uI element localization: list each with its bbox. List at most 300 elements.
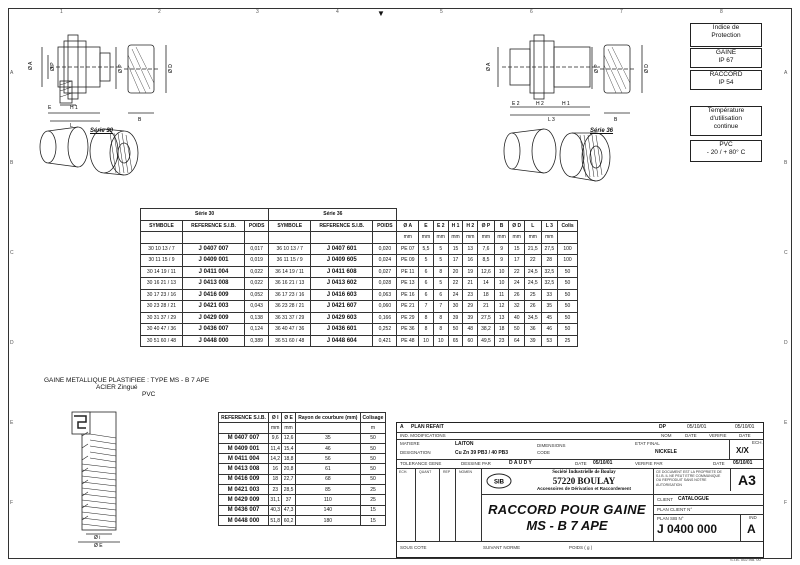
dim-label: L 3 [548, 117, 555, 123]
unit-cell: mm [282, 423, 295, 433]
matiere-value: LAITON [455, 441, 474, 447]
nomen-col: REP [443, 470, 451, 474]
table-cell: M 0429 009 [219, 495, 269, 505]
table-cell: 5,5 [419, 243, 434, 255]
info-box-raccord [690, 70, 762, 90]
table-cell: 28,5 [282, 485, 295, 495]
dim-label: Ø P [594, 64, 600, 73]
table-cell: 40,3 [269, 505, 282, 515]
table-cell: 22 [509, 266, 524, 278]
table-cell: J 0411 608 [311, 266, 373, 278]
plan-client-label: PLAN CLIENT N° [657, 507, 693, 512]
info-line: continue [713, 123, 739, 130]
table-cell: 19 [463, 266, 478, 278]
table-cell: 10 [419, 335, 434, 347]
confidential-note: CE DOCUMENT EST LA PROPRIETE DE S.I.B. IL NE PEUT ETRE COMMUNIQUE OU REPRODUIT SANS NOTRE AUTORISATION [656, 470, 722, 487]
table-cell: J 0436 007 [182, 324, 244, 336]
dessine-label: DESSINE PAR [461, 461, 491, 466]
table-cell: 0,022 [245, 266, 269, 278]
table-cell: 8 [433, 266, 448, 278]
table-cell: 0,252 [373, 324, 397, 336]
title-line2: MS - B 7 APE [526, 518, 608, 533]
table-cell: 35 [295, 433, 360, 443]
table-cell: PE 11 [397, 266, 419, 278]
grid-tick: 7 [620, 9, 623, 15]
table-cell: 24 [509, 278, 524, 290]
table-cell: 25 [360, 485, 385, 495]
unit-cell [373, 232, 397, 244]
table-cell: 9 [494, 243, 509, 255]
grid-tick: 3 [256, 9, 259, 15]
table-cell: 36 11 15 / 9 [269, 255, 311, 267]
table-cell: 32,5 [541, 278, 558, 290]
column-header: H 2 [463, 220, 478, 232]
unit-cell: mm [269, 423, 282, 433]
table-cell: 50 [509, 324, 524, 336]
table-cell: 5 [419, 255, 434, 267]
column-header: L [524, 220, 541, 232]
table-cell: 0,138 [245, 312, 269, 324]
grid-tick: C [10, 250, 14, 256]
table-cell: 18,8 [282, 454, 295, 464]
table-cell: 51,8 [269, 515, 282, 525]
table-cell: 30 17 23 / 16 [141, 289, 183, 301]
plan-number: J 0400 000 [657, 522, 718, 536]
table-row [141, 243, 578, 255]
table-cell: 21,5 [524, 243, 541, 255]
table-cell: 30 31 37 / 29 [141, 312, 183, 324]
table-cell: 46 [295, 443, 360, 453]
table-row [219, 433, 386, 443]
unit-cell [141, 232, 183, 244]
ind-label: IND [749, 515, 757, 520]
designation-label: DESIGNATION [400, 450, 431, 455]
table-cell: PE 21 [397, 301, 419, 313]
date-dessin-value: 05/10/01 [593, 460, 613, 466]
table-cell: 50 [360, 464, 385, 474]
dim-label: H 1 [562, 101, 570, 107]
unit-cell: mm [524, 232, 541, 244]
column-header: L 3 [541, 220, 558, 232]
unit-cell: mm [494, 232, 509, 244]
dim-label: Ø A [28, 61, 34, 70]
table-cell: 0,043 [245, 301, 269, 313]
column-header: Ø A [397, 220, 419, 232]
sib-logo-icon [485, 472, 513, 490]
column-header: REFERENCE S.I.B. [219, 413, 269, 423]
table-cell: 10 [433, 335, 448, 347]
column-header: Colisage [360, 413, 385, 423]
table-cell: 100 [558, 243, 578, 255]
grid-tick: C [784, 250, 788, 256]
table-cell: 8 [419, 324, 434, 336]
table-cell: 50 [558, 278, 578, 290]
client-label: CLIENT [657, 497, 674, 502]
dim-label: Ø P [118, 64, 124, 73]
group-header: Série 30 [141, 209, 269, 221]
table-cell: 32,5 [541, 266, 558, 278]
table-cell: J 0413 008 [182, 278, 244, 290]
table-cell: 85 [295, 485, 360, 495]
gaine-line: GAINE METALLIQUE PLASTIFIEE : TYPE MS - B 7 APE [44, 377, 210, 384]
table-cell: J 0421 607 [311, 301, 373, 313]
sous-cote-label: SOUS COTE [400, 545, 427, 550]
table-cell: J 0416 603 [311, 289, 373, 301]
title-block [396, 422, 764, 558]
info-line: PVC [719, 141, 733, 148]
table-cell: 0,027 [373, 266, 397, 278]
table-cell: 30 11 15 / 9 [141, 255, 183, 267]
unit-cell [219, 423, 269, 433]
echelle-value: X/X [736, 446, 749, 455]
table-row [219, 515, 386, 525]
table-cell: PE 07 [397, 243, 419, 255]
table-row [141, 324, 578, 336]
company-line3: Accessoires de Dérivation et Raccordement [536, 486, 632, 491]
grid-tick: D [784, 340, 788, 346]
table-cell: 12,6 [282, 433, 295, 443]
table-cell: 23 [494, 335, 509, 347]
table-cell: 12 [494, 301, 509, 313]
unit-cell [311, 232, 373, 244]
table-cell: 24 [448, 289, 463, 301]
footer-ref: S.I.B. 002 ind. 00 [730, 557, 761, 562]
table-cell: 16 [463, 255, 478, 267]
table-cell: 12,6 [478, 266, 495, 278]
table-cell: 36 14 19 / 11 [269, 266, 311, 278]
table-cell: 50 [360, 454, 385, 464]
grid-tick: 2 [158, 9, 161, 15]
table-cell: J 0407 007 [182, 243, 244, 255]
gaine-drawing [68, 408, 130, 548]
table-cell: 39 [463, 312, 478, 324]
table-cell: 0,017 [245, 243, 269, 255]
table-cell: 18 [478, 289, 495, 301]
client-value: CATALOGUE [678, 496, 709, 502]
table-row [141, 266, 578, 278]
info-line: Protection [711, 32, 741, 39]
info-line: IP 67 [718, 57, 734, 64]
table-cell: 30 14 19 / 11 [141, 266, 183, 278]
column-header: E 2 [433, 220, 448, 232]
table-row [219, 474, 386, 484]
table-cell: 36 40 47 / 36 [269, 324, 311, 336]
dim-label: B [614, 117, 618, 123]
table-cell: 11 [494, 289, 509, 301]
table-cell: 6 [419, 266, 434, 278]
column-header: REFERENCE S.I.B. [182, 220, 244, 232]
echelle-label: ECH. [752, 440, 763, 445]
column-header: H 1 [448, 220, 463, 232]
table-cell: 29 [463, 301, 478, 313]
unit-cell: mm [419, 232, 434, 244]
table-cell: 0,024 [373, 255, 397, 267]
table-cell: 21 [478, 301, 495, 313]
header-row [219, 413, 386, 423]
verifie-par-label: VERIFIE PAR [635, 461, 663, 466]
table-cell: 110 [295, 495, 360, 505]
table-cell: 28 [541, 255, 558, 267]
table-cell: 35 [541, 301, 558, 313]
column-header: SYMBOLE [141, 220, 183, 232]
unit-cell: m [360, 423, 385, 433]
unit-cell [245, 232, 269, 244]
table-cell: 50 [360, 443, 385, 453]
date-dessin-label: DATE [575, 461, 587, 466]
table-cell: 40 [509, 312, 524, 324]
table-cell: J 0429 603 [311, 312, 373, 324]
unit-cell: mm [397, 232, 419, 244]
table-cell: 5 [433, 255, 448, 267]
table-cell: 25 [524, 289, 541, 301]
table-cell: J 0429 009 [182, 312, 244, 324]
grid-tick: 6 [530, 9, 533, 15]
table-row [219, 464, 386, 474]
material-row [397, 439, 763, 460]
unit-cell: mm [433, 232, 448, 244]
tolerance-label: TOLERANCE GENE [400, 461, 442, 466]
table-cell: 11,4 [269, 443, 282, 453]
table-cell: M 0421 003 [219, 485, 269, 495]
table-cell: 22 [524, 255, 541, 267]
info-line: - 20 / + 80° C [706, 149, 746, 156]
table-cell: 31,1 [269, 495, 282, 505]
table-cell: 0,166 [373, 312, 397, 324]
grid-tick: E [10, 420, 14, 426]
column-header: REFERENCE S.I.B. [311, 220, 373, 232]
format-value: A3 [730, 469, 763, 491]
table-cell: 0,063 [373, 289, 397, 301]
unit-cell: mm [448, 232, 463, 244]
grid-tick: F [10, 500, 14, 506]
table-row [219, 443, 386, 453]
table-cell: J 0436 601 [311, 324, 373, 336]
dim-label: H 1 [70, 105, 78, 111]
gaine-line: PVC [142, 391, 156, 398]
table-cell: 13 [463, 243, 478, 255]
logo-text: SIB [493, 479, 505, 486]
info-box-protection [690, 23, 762, 47]
units-row [141, 232, 578, 244]
table-cell: 45 [541, 312, 558, 324]
column-header: Ø P [478, 220, 495, 232]
table-cell: 22,7 [282, 474, 295, 484]
table-cell: 15 [509, 243, 524, 255]
table-cell: M 0436 007 [219, 505, 269, 515]
column-header: Rayon de courbure (mm) [295, 413, 360, 423]
table-cell: 48 [463, 324, 478, 336]
dim-label: B [138, 117, 142, 123]
table-cell: J 0416 009 [182, 289, 244, 301]
table-cell: 32 [509, 301, 524, 313]
rev-date2: 05/10/01 [735, 424, 755, 430]
grid-tick: E [784, 420, 788, 426]
nomen-col: NOMEN [459, 470, 473, 474]
table-row [141, 278, 578, 290]
series-30-caption: Série 30 [90, 128, 114, 134]
orientation-arrow-icon: ▼ [377, 9, 385, 18]
table-cell: 27,5 [541, 243, 558, 255]
series-36-drawing [480, 25, 670, 200]
format-block [653, 468, 764, 495]
etat-value: NICKELE [655, 449, 677, 455]
rev-text: PLAN REFAIT [411, 424, 444, 430]
table-cell: 15 [448, 243, 463, 255]
ind-cell [740, 514, 765, 541]
nomen-col: QUANT [419, 470, 432, 474]
table-cell: 36 16 21 / 13 [269, 278, 311, 290]
verifie-label: VERIFIE [709, 433, 727, 438]
table-cell: 15,4 [282, 443, 295, 453]
table-cell: 30 40 47 / 36 [141, 324, 183, 336]
grid-tick: 8 [720, 9, 723, 15]
client-block [653, 494, 764, 541]
info-box-temperature [690, 106, 762, 136]
etat-label: ETAT FINAL [635, 441, 660, 446]
table-cell: 50 [558, 312, 578, 324]
dim-label: Ø P [50, 62, 56, 71]
table-cell: 34,5 [524, 312, 541, 324]
column-header: Colis [558, 220, 578, 232]
table-cell: 0,052 [245, 289, 269, 301]
dim-label: Ø E [94, 543, 103, 548]
code-label: CODE [537, 450, 551, 455]
table-cell: 0,028 [373, 278, 397, 290]
table-cell: 30 10 13 / 7 [141, 243, 183, 255]
info-line: d'utilisation [710, 115, 742, 122]
table-cell: 5 [433, 243, 448, 255]
unit-cell [295, 423, 360, 433]
column-header: Ø I [269, 413, 282, 423]
gaine-description [44, 377, 209, 398]
table-cell: 49,5 [478, 335, 495, 347]
table-cell: 9,6 [269, 433, 282, 443]
nomenclature-area [397, 468, 482, 541]
scale-cell [729, 439, 764, 459]
table-cell: J 0407 601 [311, 243, 373, 255]
column-header: SYMBOLE [269, 220, 311, 232]
info-box-gaine [690, 48, 762, 68]
table-cell: 60,2 [282, 515, 295, 525]
matiere-label: MATIERE [400, 441, 420, 446]
table-cell: 24,5 [524, 266, 541, 278]
title-line1: RACCORD POUR GAINE [488, 502, 646, 517]
info-line: Indice de [712, 24, 740, 31]
info-line: GAINE [715, 49, 737, 56]
table-cell: 64 [509, 335, 524, 347]
table-row [219, 454, 386, 464]
table-cell: 17 [448, 255, 463, 267]
table-cell: 6 [419, 289, 434, 301]
column-header: Ø E [282, 413, 295, 423]
info-box-pvc [690, 140, 762, 162]
table-cell: 56 [295, 454, 360, 464]
unit-cell [182, 232, 244, 244]
company-line2: 57220 BOULAY [552, 476, 616, 486]
table-cell: 26 [524, 301, 541, 313]
grid-tick: B [10, 160, 14, 166]
suivant-label: SUIVANT NORME [483, 545, 521, 550]
dim-label: H 2 [536, 101, 544, 107]
grid-tick: A [10, 70, 14, 76]
table-cell: 0,019 [245, 255, 269, 267]
table-cell: M 0409 001 [219, 443, 269, 453]
table-cell: 8 [433, 312, 448, 324]
grid-tick: A [784, 70, 788, 76]
info-line: IP 54 [718, 79, 734, 86]
table-cell: 14,2 [269, 454, 282, 464]
rev-date: 05/10/01 [687, 424, 707, 430]
table-cell: 50 [558, 324, 578, 336]
table-cell: 140 [295, 505, 360, 515]
dimensions-label: DIMENSIONS [537, 443, 566, 448]
table-cell: 22 [448, 278, 463, 290]
table-cell: 0,020 [373, 243, 397, 255]
unit-cell: mm [509, 232, 524, 244]
table-cell: 25 [558, 335, 578, 347]
dim-label: Ø i [94, 535, 101, 541]
table-cell: 10 [494, 278, 509, 290]
table-row [141, 335, 578, 347]
table-cell: J 0421 003 [182, 301, 244, 313]
series-36-caption: Série 36 [590, 128, 614, 134]
table-cell: 36 17 23 / 16 [269, 289, 311, 301]
table-cell: 25 [360, 495, 385, 505]
table-cell: 0,421 [373, 335, 397, 347]
unit-cell: mm [463, 232, 478, 244]
table-row [141, 255, 578, 267]
table-cell: 18 [494, 324, 509, 336]
ind-value: A [747, 522, 756, 536]
table-cell: 53 [541, 335, 558, 347]
info-line: Température [707, 107, 745, 114]
info-line: RACCORD [709, 71, 743, 78]
table-cell: PE 13 [397, 278, 419, 290]
plan-sib-label: PLAN SIB N° [657, 516, 684, 521]
table-cell: 20 [448, 266, 463, 278]
footer-row [397, 541, 763, 558]
mods-label: IND. MODIFICATIONS [400, 433, 446, 438]
table-cell: 47,3 [282, 505, 295, 515]
table-cell: 36 51 60 / 48 [269, 335, 311, 347]
table-cell: 39 [448, 312, 463, 324]
table-cell: J 0413 602 [311, 278, 373, 290]
table-cell: 36 10 13 / 7 [269, 243, 311, 255]
table-cell: 8,5 [478, 255, 495, 267]
table-cell: 0,022 [245, 278, 269, 290]
table-cell: 6 [419, 278, 434, 290]
table-cell: M 0416 009 [219, 474, 269, 484]
table-cell: PE 29 [397, 312, 419, 324]
table-cell: 26 [509, 289, 524, 301]
grid-tick: 4 [336, 9, 339, 15]
table-cell: 30 51 60 / 48 [141, 335, 183, 347]
grid-tick: 1 [60, 9, 63, 15]
table-cell: 50 [360, 474, 385, 484]
table-cell: 13 [494, 312, 509, 324]
column-header: E [419, 220, 434, 232]
table-cell: 6 [433, 289, 448, 301]
table-row [141, 289, 578, 301]
grid-tick: 5 [440, 9, 443, 15]
table-cell: 7,6 [478, 243, 495, 255]
company-line1: Société Industrielle de Boulay [552, 470, 616, 475]
table-row [141, 301, 578, 313]
table-cell: PE 16 [397, 289, 419, 301]
table-cell: 60 [463, 335, 478, 347]
table-cell: 23 [463, 289, 478, 301]
table-cell: 65 [448, 335, 463, 347]
